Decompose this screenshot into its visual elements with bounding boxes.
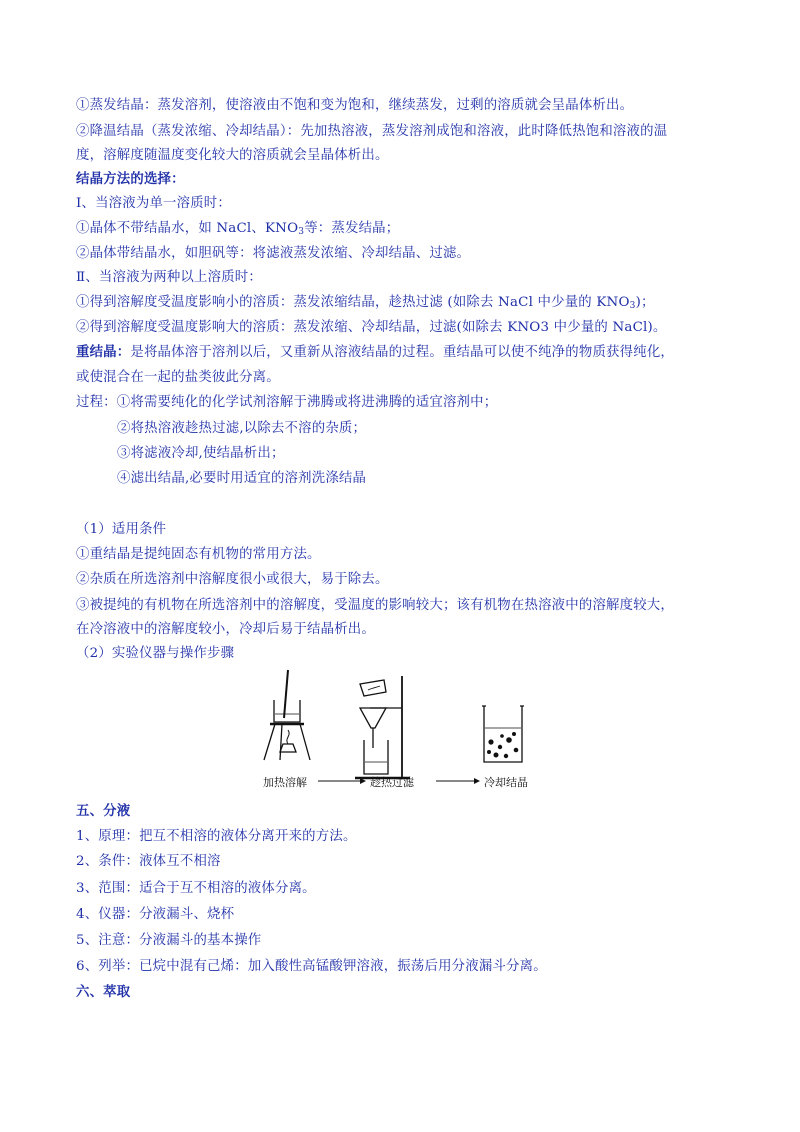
text-line: ②将热溶液趁热过滤,以除去不溶的杂质； xyxy=(117,421,367,436)
text-line: Ⅰ、当溶液为单一溶质时： xyxy=(76,196,231,211)
text-line: （2）实验仪器与操作步骤 xyxy=(76,646,235,661)
section-heading: 六、萃取 xyxy=(76,985,131,1000)
term-label: 重结晶： xyxy=(76,345,131,360)
section-heading: 结晶方法的选择： xyxy=(76,172,185,187)
text-line: ②降温结晶（蒸发浓缩、冷却结晶）：先加热溶液，蒸发溶剂成饱和溶液，此时降低热饱和溶液的温 xyxy=(76,124,668,139)
text-line: ②得到溶解度受温度影响大的溶质：蒸发浓缩、冷却结晶，过滤(如除去 KNO3 中少量的 NaCl)。 xyxy=(76,320,667,335)
step-label-hot-filter: 趁热过滤 xyxy=(370,776,414,789)
text-line: 5、注意：分液漏斗的基本操作 xyxy=(76,933,262,948)
text-line: 1、原理：把互不相溶的液体分离开来的方法。 xyxy=(76,829,357,844)
step-label-cool-crystallize: 冷却结晶 xyxy=(484,776,528,789)
text-line: 在冷溶液中的溶解度较小，冷却后易于结晶析出。 xyxy=(76,622,375,637)
text-fragment: ①得到溶解度受温度影响小的溶质：蒸发浓缩结晶，趁热过滤 (如除去 NaCl 中少量的 KNO xyxy=(76,295,630,310)
text-line: ④滤出结晶,必要时用适宜的溶剂洗涤结晶 xyxy=(117,471,367,486)
text-line: 过程：①将需要纯化的化学试剂溶解于沸腾或将进沸腾的适宜溶剂中； xyxy=(76,395,498,410)
text-line xyxy=(76,294,655,315)
text-line: 3、范围：适合于互不相溶的液体分离。 xyxy=(76,881,316,896)
text-fragment: )； xyxy=(635,295,655,310)
text-line: 度，溶解度随温度变化较大的溶质就会呈晶体析出。 xyxy=(76,148,389,163)
text-line: （1）适用条件 xyxy=(76,522,167,537)
text-line: 或使混合在一起的盐类彼此分离。 xyxy=(76,370,280,385)
text-line: 2、条件：液体互不相溶 xyxy=(76,854,221,869)
text-line: ③将滤液冷却,使结晶析出； xyxy=(117,446,285,461)
text-line: 6、列举：已烷中混有己烯：加入酸性高锰酸钾溶液，振荡后用分液漏斗分离。 xyxy=(76,959,547,974)
text-fragment: ①晶体不带结晶水，如 NaCl、KNO xyxy=(76,221,299,236)
step-label-heat-dissolve: 加热溶解 xyxy=(263,776,307,789)
text-line: Ⅱ、当溶液为两种以上溶质时： xyxy=(76,270,262,285)
text-line: ③被提纯的有机物在所选溶剂中的溶解度，受温度的影响较大；该有机物在热溶液中的溶解度较大， xyxy=(76,598,674,613)
text-fragment: 是将晶体溶于溶剂以后，又重新从溶液结晶的过程。重结晶可以使不纯净的物质获得纯化， xyxy=(130,345,674,360)
text-line: ②晶体带结晶水，如胆矾等：将滤液蒸发浓缩、冷却结晶、过滤。 xyxy=(76,246,471,261)
text-line xyxy=(76,344,674,362)
text-fragment: 等：蒸发结晶； xyxy=(304,221,400,236)
section-heading: 五、分液 xyxy=(76,804,131,819)
text-line: ②杂质在所选溶剂中溶解度很小或很大，易于除去。 xyxy=(76,572,389,587)
text-line: 4、仪器：分液漏斗、烧杯 xyxy=(76,907,235,922)
subscript: 3 xyxy=(629,301,636,311)
text-line: ①重结晶是提纯固态有机物的常用方法。 xyxy=(76,547,321,562)
recrystallization-apparatus-figure xyxy=(260,668,560,792)
text-line: ①蒸发结晶：蒸发溶剂，使溶液由不饱和变为饱和，继续蒸发，过剩的溶质就会呈晶体析出。 xyxy=(76,98,634,113)
text-line xyxy=(76,220,399,241)
subscript: 3 xyxy=(298,227,305,237)
